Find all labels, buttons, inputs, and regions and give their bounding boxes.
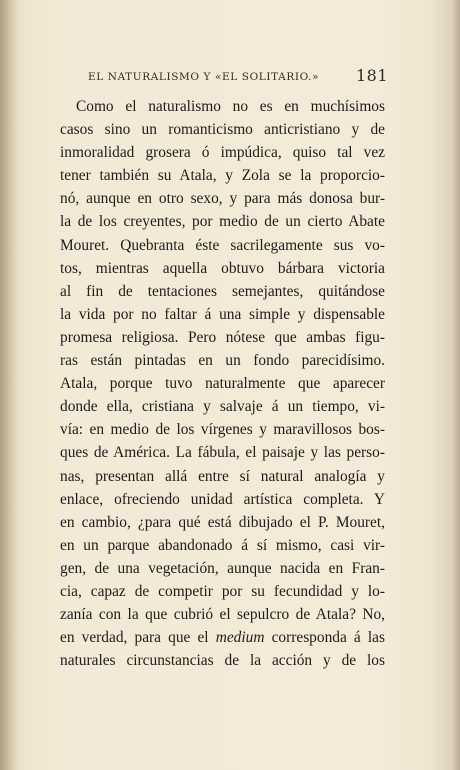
gutter-shadow (0, 0, 18, 770)
text-line: promesa religiosa. Pero nótese que ambas figu- (60, 328, 385, 346)
text-line: Atala, porque tuvo naturalmente que aparecer (60, 375, 385, 393)
text-line: nas, presentan allá entre sí natural analogía y (60, 467, 385, 485)
page-header (88, 66, 388, 88)
text-line: nó, aunque en otro sexo, y para más donosa bur- (60, 190, 385, 208)
text-line: Mouret. Quebranta éste sacrilegamente sus vo- (60, 236, 385, 254)
text-line: vía: en medio de los vírgenes y maravillosos bos- (60, 421, 385, 439)
text-line: en un parque abandonado á sí mismo, casi vir- (60, 536, 385, 554)
text-line: zanía con la que cubrió el sepulcro de Atala? No, (60, 606, 385, 624)
page-number: 181 (355, 66, 388, 85)
text-line: casos sino un romanticismo anticristiano y de (60, 121, 385, 139)
text-line: Como el naturalismo no es en muchísimos (76, 98, 385, 115)
text-line: gen, de una vegetación, aunque nacida en Fran- (60, 559, 385, 577)
text-line: en cambio, ¿para qué está dibujado el P. Mouret, (60, 513, 385, 531)
body-text (60, 95, 385, 672)
italic-term: medium (215, 629, 265, 647)
text-line: enlace, ofreciendo unidad artística completa. Y (60, 490, 385, 508)
text-line: inmoralidad grosera ó impúdica, quiso tal vez (60, 144, 385, 162)
text-line: la vida por no faltar á una simple y dispensable (60, 305, 385, 323)
text-line: en verdad, para que el medium corresponda á las (60, 629, 385, 647)
text-line: naturales circunstancias de la acción y de los (60, 652, 385, 670)
text-line: donde ella, cristiana y salvaje á un tiempo, vi- (60, 398, 385, 416)
text-line: tos, mientras aquella obtuvo bárbara victoria (60, 259, 385, 277)
running-title: EL NATURALISMO Y «EL SOLITARIO.» (88, 71, 320, 83)
text-line: ques de América. La fábula, el paisaje y las perso- (60, 444, 385, 462)
text-line: tener también su Atala, y Zola se la proporcio- (60, 167, 385, 185)
text-line: ras están pintadas en un fondo parecidísimo. (60, 352, 385, 370)
text-line: cia, capaz de competir por su fecundidad y lo- (60, 582, 385, 600)
text-line: al fin de tentaciones semejantes, quitándose (60, 282, 385, 300)
text-line: la de los creyentes, por medio de un cierto Abate (60, 213, 385, 231)
